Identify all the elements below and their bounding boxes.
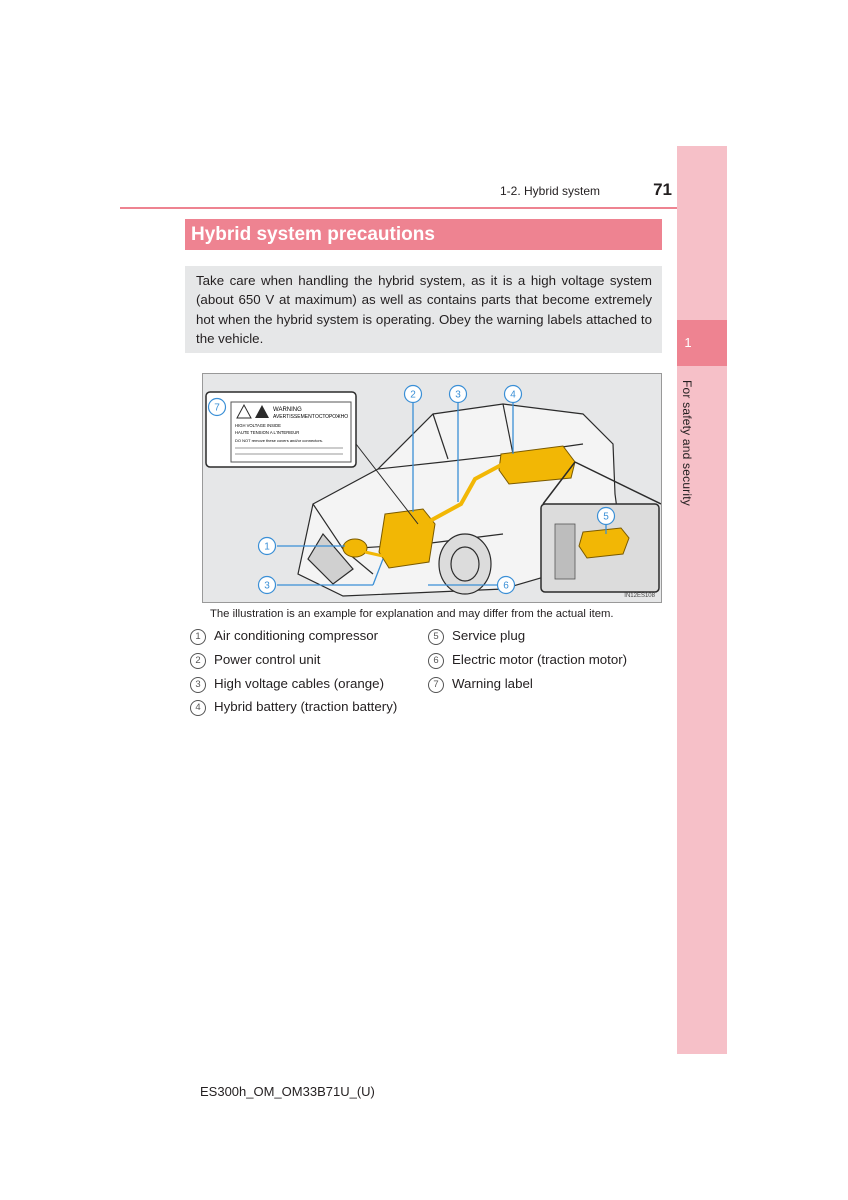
legend-text: Power control unit <box>214 652 321 667</box>
hybrid-system-illustration <box>202 373 662 603</box>
callout-3-top <box>450 386 467 403</box>
legend-text: Warning label <box>452 676 533 691</box>
legend-text: Hybrid battery (traction battery) <box>214 699 398 714</box>
section-reference: 1-2. Hybrid system <box>500 184 601 198</box>
chapter-title: For safety and security <box>680 380 694 506</box>
svg-text:3: 3 <box>455 389 461 401</box>
legend-item <box>428 674 533 694</box>
svg-text:7: 7 <box>214 402 220 414</box>
power-control-unit-shape <box>379 509 435 568</box>
label-line-2: AVERTISSEMENT <box>273 414 315 420</box>
page-number: 71 <box>653 180 672 199</box>
callout-2 <box>405 386 422 403</box>
legend-item <box>190 626 378 646</box>
callout-1 <box>259 538 276 555</box>
legend-item <box>428 626 525 646</box>
callout-7 <box>209 399 226 416</box>
svg-text:6: 6 <box>503 580 509 592</box>
legend-number: 6 <box>428 653 444 669</box>
svg-text:5: 5 <box>603 511 609 523</box>
legend-text: Air conditioning compressor <box>214 628 379 643</box>
label-line-4: HIGH VOLTAGE INSIDE <box>235 423 281 428</box>
header-rule <box>120 207 677 209</box>
intro-box: Take care when handling the hybrid system, as it is a high voltage system (about 650 V at maximum) as well as contains parts that become extremely hot when the hybrid system is operating. Obey the warning labels attached to the vehicle. <box>185 266 662 353</box>
legend-number: 1 <box>190 629 206 645</box>
legend-number: 4 <box>190 700 206 716</box>
ac-compressor-shape <box>343 539 367 557</box>
legend-number: 2 <box>190 653 206 669</box>
figure-caption: The illustration is an example for explanation and may differ from the actual item. <box>210 608 614 620</box>
callout-4 <box>505 386 522 403</box>
legend-number: 5 <box>428 629 444 645</box>
legend-text: Service plug <box>452 628 526 643</box>
chapter-side-tab <box>677 146 727 1054</box>
illustration-svg <box>203 374 662 603</box>
callout-3-bottom <box>259 577 276 594</box>
section-title: Hybrid system precautions <box>191 224 435 245</box>
svg-text:3: 3 <box>264 580 270 592</box>
callout-5 <box>598 508 615 525</box>
svg-text:4: 4 <box>510 389 516 401</box>
label-line-5: HAUTE TENSION A L'INTERIEUR <box>235 430 300 435</box>
callout-6 <box>498 577 515 594</box>
legend-item <box>190 674 384 694</box>
chapter-number: 1 <box>684 335 692 350</box>
figure-code: IN12ES108 <box>624 593 655 599</box>
svg-text:2: 2 <box>410 389 416 401</box>
label-line-3: ОСТОРОЖНО <box>315 414 349 420</box>
legend-number: 7 <box>428 677 444 693</box>
svg-text:1: 1 <box>264 541 270 553</box>
document-code: ES300h_OM_OM33B71U_(U) <box>200 1084 375 1099</box>
legend-number: 3 <box>190 677 206 693</box>
legend-text: Electric motor (traction motor) <box>452 652 628 667</box>
label-line-6: DO NOT remove these covers and/or connectors. <box>235 438 323 443</box>
legend-item <box>428 650 627 670</box>
legend-text: High voltage cables (orange) <box>214 676 385 691</box>
section-title-bar <box>185 219 662 250</box>
label-line-1: WARNING <box>273 407 302 413</box>
legend-item <box>190 697 397 717</box>
legend-item <box>190 650 320 670</box>
